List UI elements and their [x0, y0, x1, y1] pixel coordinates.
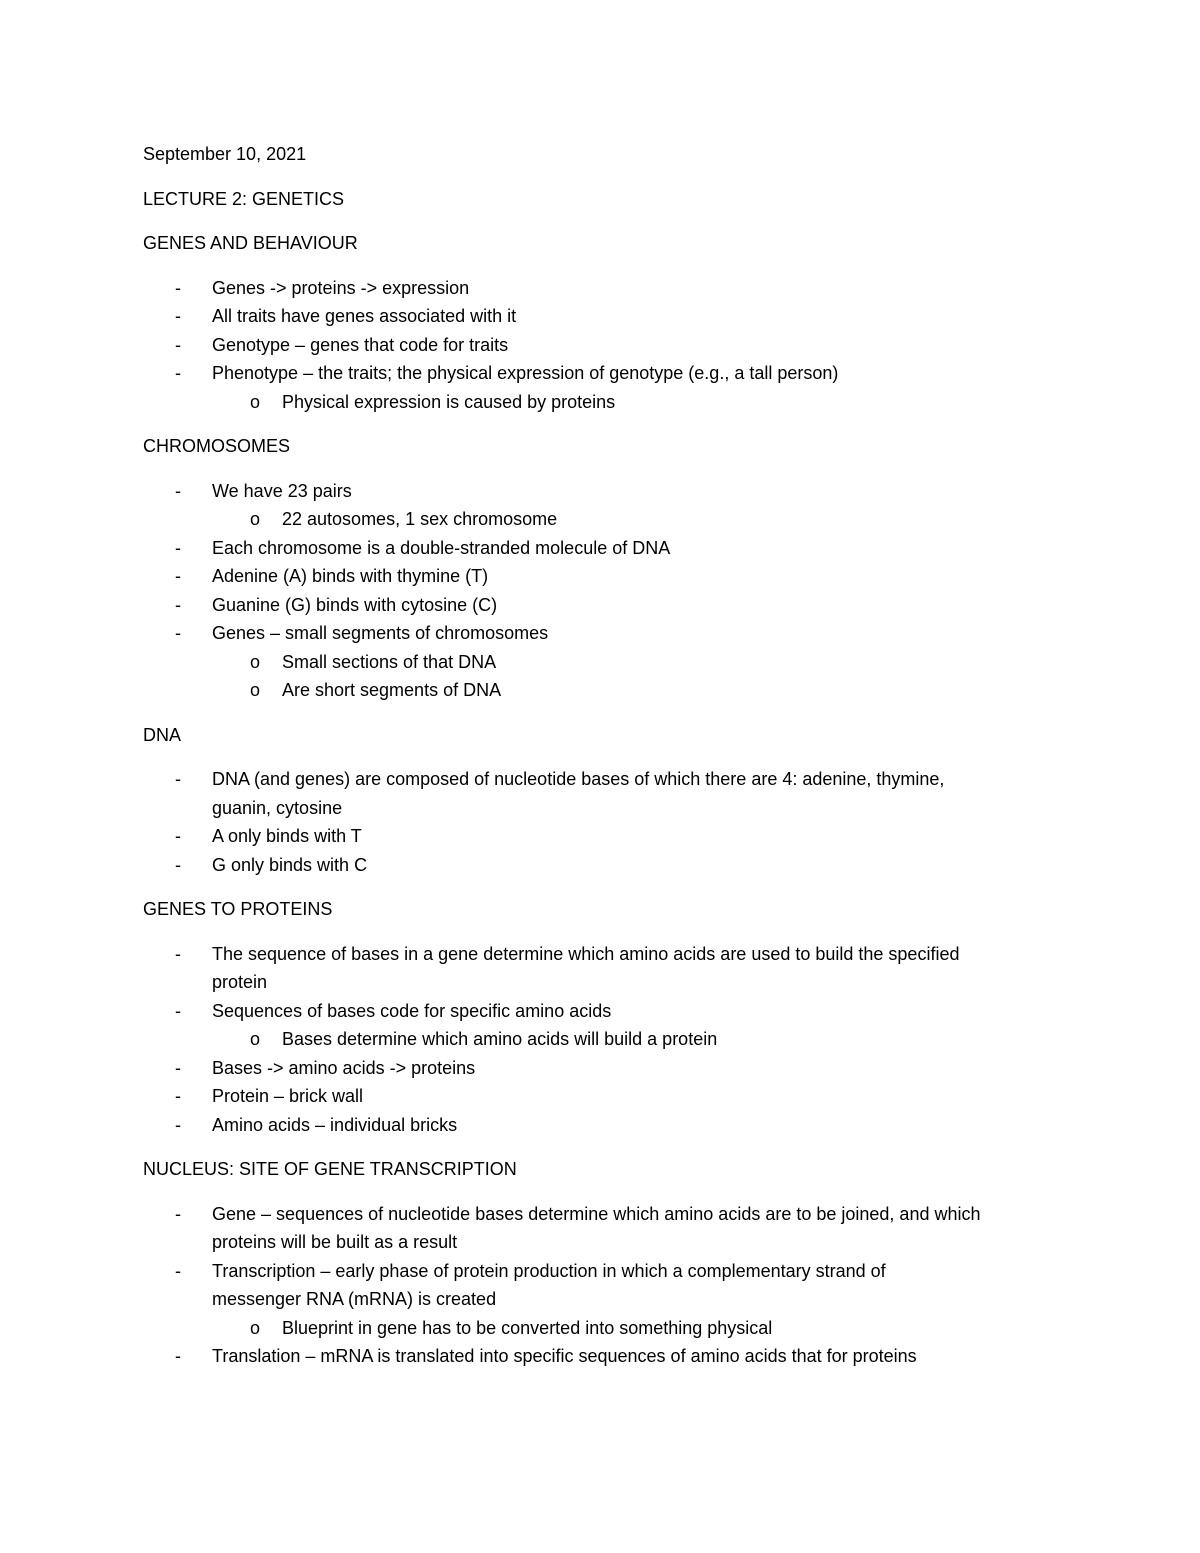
- dash-bullet-icon: -: [175, 306, 181, 326]
- section-heading: GENES TO PROTEINS: [143, 899, 333, 919]
- list-item: [143, 822, 1063, 851]
- sub-bullet-list: [212, 1025, 1063, 1054]
- list-item-text: Genes – small segments of chromosomes: [212, 623, 549, 643]
- list-item-text: Sequences of bases code for specific amino acids: [212, 1000, 612, 1021]
- notes-sections: [143, 229, 1063, 1371]
- list-item-text: Translation – mRNA is translated into specific sequences of amino acids that for proteins: [212, 1346, 917, 1366]
- document-date: September 10, 2021: [143, 144, 307, 164]
- list-item-text: Transcription – early phase of protein production in which a complementary strand of: [212, 1260, 886, 1281]
- list-item: [143, 1200, 1063, 1257]
- list-item: [143, 477, 1063, 534]
- list-item-text: All traits have genes associated with it: [212, 306, 517, 326]
- sub-list-item: [212, 505, 1063, 534]
- bullet-list: [143, 765, 1063, 879]
- dash-bullet-icon: -: [175, 594, 181, 615]
- list-item-text: Adenine (A) binds with thymine (T): [212, 566, 489, 586]
- list-item: [143, 619, 1063, 705]
- section-heading: NUCLEUS: SITE OF GENE TRANSCRIPTION: [143, 1159, 517, 1179]
- list-item-text: Phenotype – the traits; the physical expression of genotype (e.g., a tall person): [212, 363, 839, 383]
- dash-bullet-icon: -: [175, 537, 181, 558]
- list-item-text: A only binds with T: [212, 826, 362, 846]
- list-item-text: messenger RNA (mRNA) is created: [212, 1289, 497, 1309]
- list-item-text: G only binds with C: [212, 854, 368, 875]
- list-item: [143, 1054, 1063, 1083]
- list-item: [143, 274, 1063, 303]
- list-item-text: DNA (and genes) are composed of nucleotide bases of which there are 4: adenine, thymine,: [212, 769, 945, 789]
- sub-list-item-text: Bases determine which amino acids will build a protein: [282, 1029, 718, 1049]
- dash-bullet-icon: -: [175, 854, 181, 875]
- list-item-text: Gene – sequences of nucleotide bases determine which amino acids are to be joined, and which: [212, 1203, 981, 1224]
- bullet-list: [143, 1200, 1063, 1371]
- list-item-text: We have 23 pairs: [212, 480, 352, 501]
- list-item-text: protein: [212, 972, 268, 992]
- dash-bullet-icon: -: [175, 623, 181, 643]
- section-heading: GENES AND BEHAVIOUR: [143, 233, 358, 253]
- list-item-text: Each chromosome is a double-stranded molecule of DNA: [212, 537, 671, 558]
- sub-list-item: [212, 1314, 1063, 1343]
- sub-list-item: [212, 648, 1063, 677]
- sub-list-item: [212, 388, 1063, 417]
- list-item: [143, 997, 1063, 1054]
- list-item: [143, 1257, 1063, 1343]
- dash-bullet-icon: -: [175, 769, 181, 789]
- list-item: [143, 534, 1063, 563]
- list-item-text: proteins will be built as a result: [212, 1232, 458, 1252]
- dash-bullet-icon: -: [175, 826, 181, 846]
- sub-bullet-list: [212, 1314, 1063, 1343]
- dash-bullet-icon: -: [175, 1057, 181, 1078]
- dash-bullet-icon: -: [175, 363, 181, 383]
- list-item: [143, 302, 1063, 331]
- list-item: [143, 1082, 1063, 1111]
- dash-bullet-icon: -: [175, 334, 181, 355]
- list-item-text: Guanine (G) binds with cytosine (C): [212, 594, 498, 615]
- list-item-text: Protein – brick wall: [212, 1086, 364, 1106]
- sub-list-item: [212, 676, 1063, 705]
- dash-bullet-icon: -: [175, 1346, 181, 1366]
- circle-bullet-icon: o: [250, 391, 261, 412]
- sub-list-item-text: Small sections of that DNA: [282, 651, 497, 672]
- list-item-text: Bases -> amino acids -> proteins: [212, 1057, 476, 1078]
- sub-bullet-list: [212, 505, 1063, 534]
- circle-bullet-icon: o: [250, 651, 261, 672]
- list-item: [143, 1111, 1063, 1140]
- dash-bullet-icon: -: [175, 1114, 181, 1135]
- list-item: [143, 331, 1063, 360]
- dash-bullet-icon: -: [175, 943, 181, 964]
- sub-bullet-list: [212, 388, 1063, 417]
- list-item: [143, 591, 1063, 620]
- list-item-text: The sequence of bases in a gene determine which amino acids are used to build the specified: [212, 943, 960, 964]
- sub-list-item: [212, 1025, 1063, 1054]
- dash-bullet-icon: -: [175, 1086, 181, 1106]
- bullet-list: [143, 940, 1063, 1140]
- list-item-text: Amino acids – individual bricks: [212, 1114, 458, 1135]
- list-item-text: Genes -> proteins -> expression: [212, 277, 470, 298]
- dash-bullet-icon: -: [175, 1203, 181, 1224]
- dash-bullet-icon: -: [175, 566, 181, 586]
- dash-bullet-icon: -: [175, 1000, 181, 1021]
- dash-bullet-icon: -: [175, 480, 181, 501]
- sub-list-item-text: Physical expression is caused by proteins: [282, 391, 616, 412]
- bullet-list: [143, 274, 1063, 417]
- list-item: [143, 851, 1063, 880]
- circle-bullet-icon: o: [250, 509, 261, 529]
- dash-bullet-icon: -: [175, 277, 181, 298]
- circle-bullet-icon: o: [250, 1317, 261, 1338]
- list-item: [143, 765, 1063, 822]
- circle-bullet-icon: o: [250, 1029, 261, 1049]
- sub-list-item-text: Blueprint in gene has to be converted into something physical: [282, 1317, 773, 1338]
- section-heading: CHROMOSOMES: [143, 436, 291, 456]
- list-item: [143, 562, 1063, 591]
- list-item-text: Genotype – genes that code for traits: [212, 334, 509, 355]
- list-item: [143, 940, 1063, 997]
- section-heading: DNA: [143, 724, 182, 745]
- lecture-title: LECTURE 2: GENETICS: [143, 188, 345, 209]
- circle-bullet-icon: o: [250, 680, 261, 700]
- list-item: [143, 1342, 1063, 1371]
- dash-bullet-icon: -: [175, 1260, 181, 1281]
- sub-bullet-list: [212, 648, 1063, 705]
- list-item-text: guanin, cytosine: [212, 797, 343, 818]
- list-item: [143, 359, 1063, 416]
- sub-list-item-text: Are short segments of DNA: [282, 680, 502, 700]
- bullet-list: [143, 477, 1063, 705]
- document-page: [143, 140, 1063, 1387]
- sub-list-item-text: 22 autosomes, 1 sex chromosome: [282, 509, 558, 529]
